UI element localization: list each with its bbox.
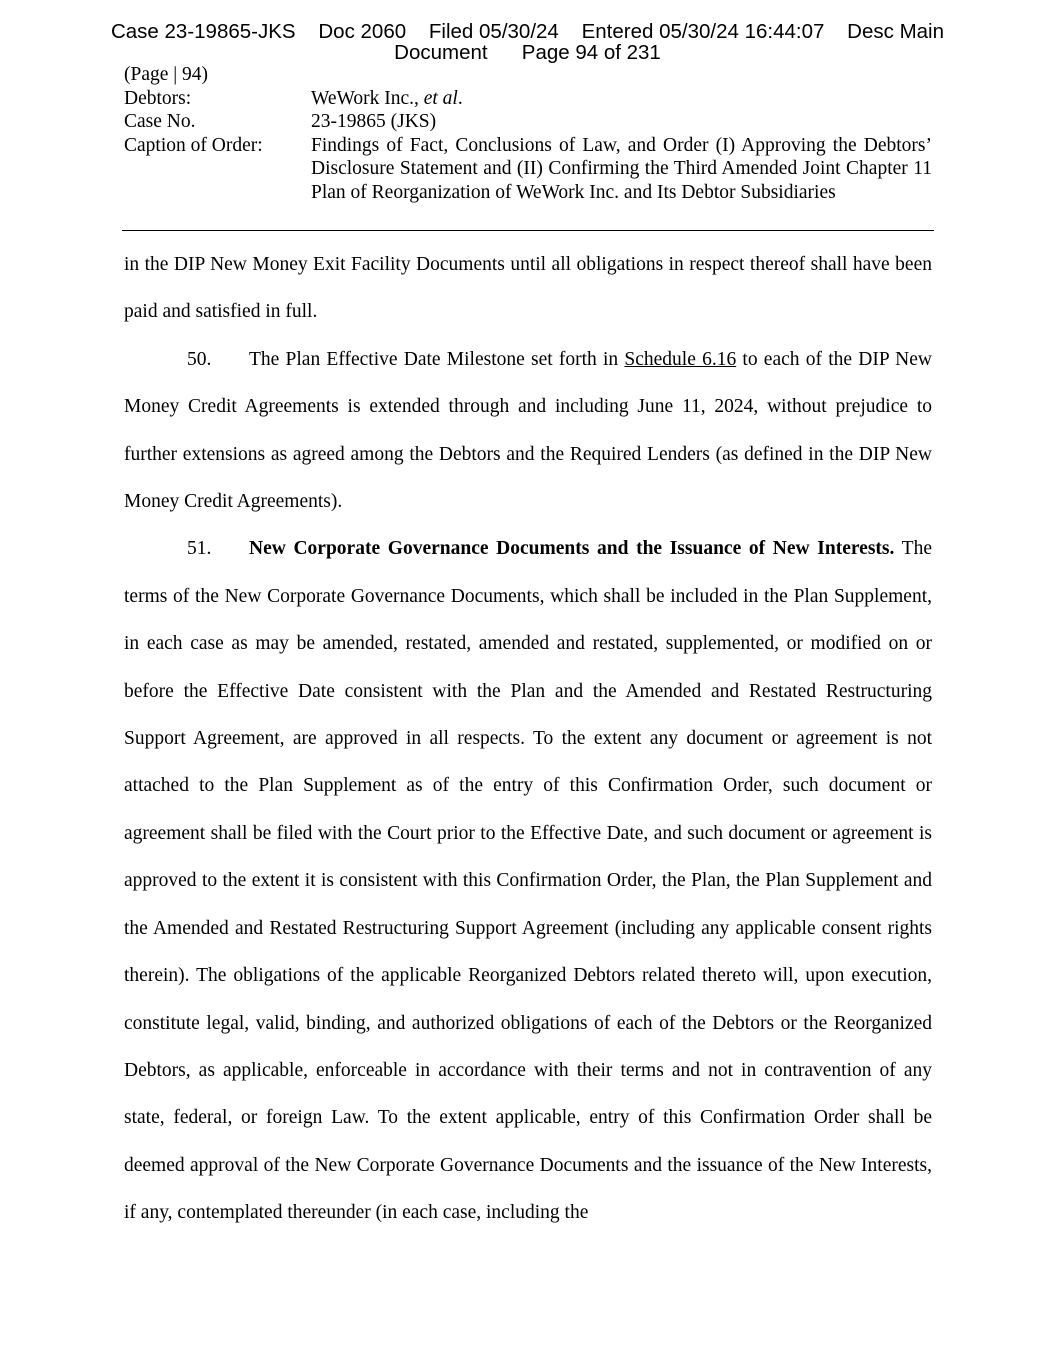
paragraph-50-number: 50. xyxy=(187,348,212,370)
caption-case-value: 23-19865 (JKS) xyxy=(311,111,437,133)
ecf-header-page xyxy=(0,42,1055,63)
paragraph-51-text: The terms of the New Corporate Governance Documents, which shall be included in the Plan Supplement, in each case as may be amended, restated, amended and restated, supplemented, or modified on or before the Effective Date consistent with the Plan and the Amended and Restated Restructuring Support Agreement, are approved in all respects. To the extent any document or agreement is not attached to the Plan Supplement as of the entry of this Confirmation Order, such document or agreement shall be filed with the Court prior to the Effective Date, and such document or agreement is approved to the extent it is consistent with this Confirmation Order, the Plan, the Plan Supplement and the Amended and Restated Restructuring Support Agreement (including any applicable consent rights therein). The obligations of the applicable Reorganized Debtors related thereto will, upon execution, constitute legal, valid, binding, and authorized obligations of each of the Debtors or the Reorganized Debtors, as applicable, enforceable in accordance with their terms and not in contravention of any state, federal, or foreign Law. To the extent applicable, entry of this Confirmation Order shall be deemed approval of the New Corporate Governance Documents and the issuance of the New Interests, if any, contemplated thereunder (in each case, including the xyxy=(124,538,932,1224)
caption-debtors-row xyxy=(124,87,932,111)
order-caption-block xyxy=(124,63,932,205)
caption-order-label: Caption of Order: xyxy=(124,134,263,156)
caption-case-label: Case No. xyxy=(124,111,196,133)
ecf-header-document: Document xyxy=(394,41,488,64)
caption-page-label: (Page | 94) xyxy=(124,64,209,85)
order-body xyxy=(124,241,932,1237)
caption-order-value: Findings of Fact, Conclusions of Law, and Order (I) Approving the Debtors’ Disclosure Statement and (II) Confirming the Third Amended Joint Chapter 11 Plan of Reorganization of WeWork Inc. and Its Debtor Subsidiaries xyxy=(311,134,932,203)
caption-divider xyxy=(122,230,934,231)
debtors-period: . xyxy=(457,87,463,109)
debtors-et-al: et al xyxy=(423,87,458,109)
continuation-paragraph: in the DIP New Money Exit Facility Documents until all obligations in respect thereof shall have been paid and satisfied in full. xyxy=(124,254,932,323)
paragraph-50-text-start: The Plan Effective Date Milestone set forth in xyxy=(249,348,625,370)
paragraph-50-text-end: to each of the DIP New Money Credit Agreements is extended through and including June 11, 2024, without prejudice to further extensions as agreed among the Debtors and the Required Lenders (as defined in the DIP New Money Credit Agreements). xyxy=(124,348,932,513)
ecf-header-stamp: Case 23-19865-JKS Doc 2060 Filed 05/30/24 Entered 05/30/24 16:44:07 Desc Main xyxy=(110,20,945,43)
caption-order-row xyxy=(124,134,932,205)
paragraph-51-heading: New Corporate Governance Documents and the Issuance of New Interests. xyxy=(249,538,895,560)
paragraph-51 xyxy=(124,525,932,1236)
debtors-name: WeWork Inc., xyxy=(311,87,419,109)
paragraph-51-number: 51. xyxy=(187,538,212,560)
ecf-header-page-count: Page 94 of 231 xyxy=(521,41,661,64)
schedule-reference: Schedule 6.16 xyxy=(624,348,737,370)
caption-debtors-label: Debtors: xyxy=(124,87,192,109)
paragraph-50 xyxy=(124,336,932,526)
caption-debtors-value xyxy=(311,87,932,111)
caption-case-row xyxy=(124,110,932,134)
